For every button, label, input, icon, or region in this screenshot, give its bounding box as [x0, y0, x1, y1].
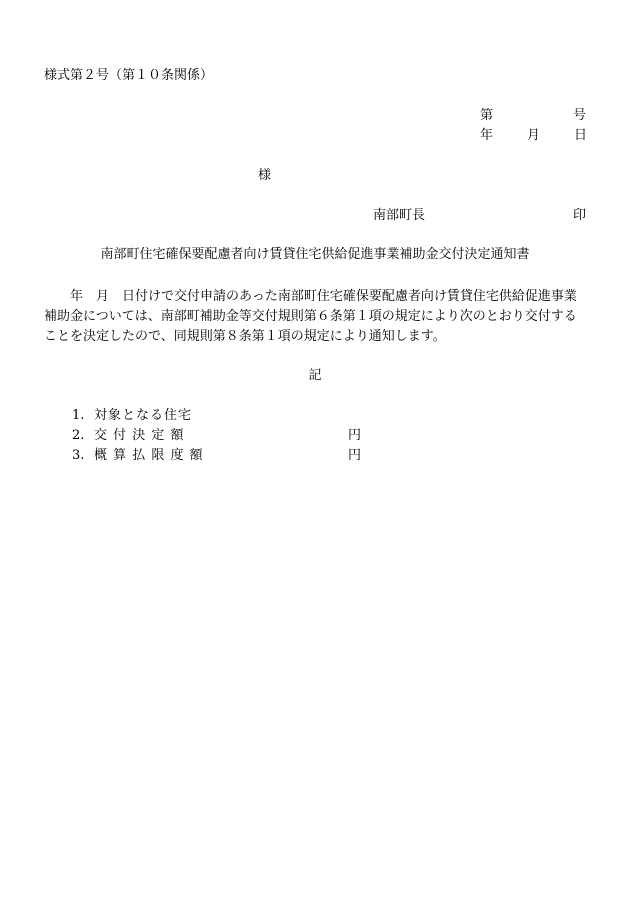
- item-label: 概 算 払 限 度 額: [94, 448, 204, 463]
- list-item: [72, 406, 204, 426]
- form-number: 様式第２号（第１０条関係）: [44, 68, 214, 83]
- doc-number-suffix: 号: [573, 108, 587, 123]
- item-number: 2.: [72, 428, 85, 443]
- doc-number-prefix: 第: [480, 108, 494, 123]
- item-number: 3.: [72, 448, 85, 463]
- sender-title: 南部町長: [373, 208, 426, 223]
- addressee-honorific: 様: [258, 168, 272, 183]
- seal-mark: 印: [573, 208, 587, 223]
- item-list: [72, 406, 362, 466]
- date-month-label: 月: [527, 128, 541, 143]
- body-paragraph: 年 月 日付けで交付申請のあった南部町住宅確保要配慮者向け賃貸住宅供給促進事業補助金については、南部町補助金等交付規則第６条第１項の規定により次のとおり交付することを決定したので、同規則第８条第１項の規定により通知します。: [44, 289, 577, 344]
- item-unit: 円: [348, 448, 362, 463]
- ki-heading: 記: [308, 368, 322, 383]
- item-unit: 円: [348, 428, 362, 443]
- body-text: [44, 287, 587, 347]
- item-number: 1.: [72, 408, 85, 423]
- document-title: 南部町住宅確保要配慮者向け賃貸住宅供給促進事業補助金交付決定通知書: [100, 247, 530, 262]
- list-item: [72, 426, 362, 446]
- date-day-label: 日: [574, 128, 588, 143]
- item-label: 対象となる住宅: [94, 408, 193, 423]
- item-label: 交 付 決 定 額: [94, 428, 185, 443]
- list-item: [72, 446, 362, 466]
- date-year-label: 年: [480, 128, 494, 143]
